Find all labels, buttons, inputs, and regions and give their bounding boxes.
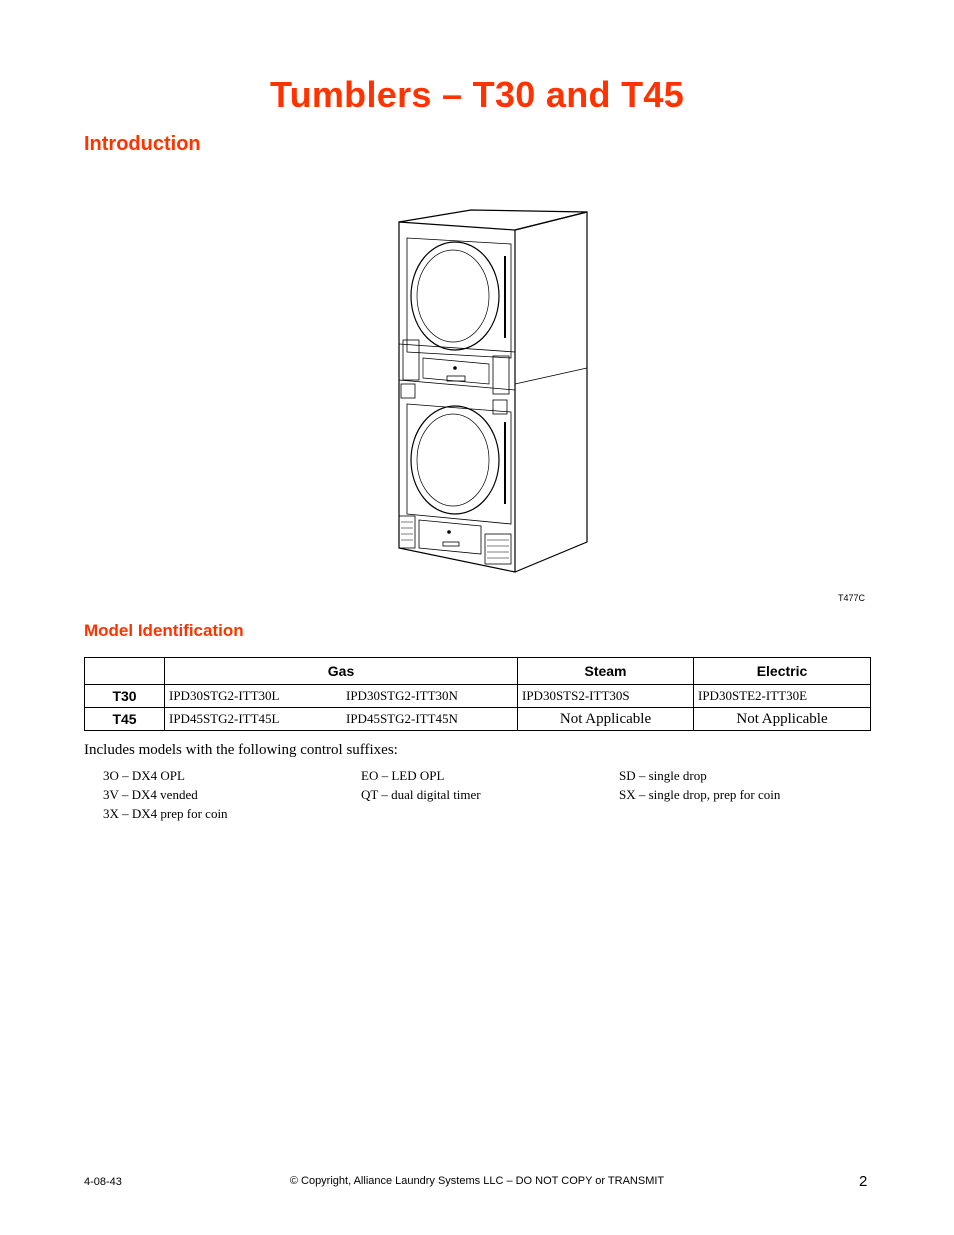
suffix-item: 3X – DX4 prep for coin (103, 806, 228, 821)
copyright-notice: © Copyright, Alliance Laundry Systems LLC – DO NOT COPY or TRANSMIT (289, 1175, 665, 1187)
table-header-row (85, 658, 871, 685)
table-header-electric: Electric (694, 658, 871, 685)
suffix-item: EO – LED OPL (361, 768, 445, 783)
suffix-column-3 (619, 766, 780, 804)
suffix-item: SX – single drop, prep for coin (619, 787, 781, 802)
table-header-blank (85, 658, 165, 685)
suffix-column-1 (103, 766, 228, 823)
suffix-column-2 (361, 766, 481, 804)
table-row (85, 685, 871, 708)
steam-cell: IPD30STS2-ITT30S (518, 685, 694, 708)
tumbler-illustration (393, 208, 593, 578)
figure-caption: T477C (838, 593, 866, 603)
table-row (85, 708, 871, 731)
suffix-item: SD – single drop (619, 768, 707, 783)
page-title: Tumblers – T30 and T45 (269, 74, 685, 115)
doc-number: 4-08-43 (84, 1176, 122, 1188)
gas-cell (165, 685, 518, 708)
electric-cell: IPD30STE2-ITT30E (694, 685, 871, 708)
steam-cell: Not Applicable (518, 708, 694, 731)
gas-model: IPD45STG2-ITT45L (169, 711, 280, 726)
section-heading-model-identification: Model Identification (84, 621, 244, 640)
row-label: T30 (85, 685, 165, 708)
electric-cell: Not Applicable (694, 708, 871, 731)
suffix-item: 3V – DX4 vended (103, 787, 198, 802)
gas-model: IPD30STG2-ITT30L (169, 688, 280, 703)
page-number: 2 (859, 1173, 868, 1190)
section-heading-introduction: Introduction (84, 133, 201, 155)
suffix-item: 3O – DX4 OPL (103, 768, 185, 783)
table-header-steam: Steam (518, 658, 694, 685)
suffix-note: Includes models with the following control suffixes: (84, 742, 398, 758)
model-table (84, 657, 871, 731)
gas-cell (165, 708, 518, 731)
gas-model: IPD30STG2-ITT30N (346, 688, 458, 703)
table-header-gas: Gas (165, 658, 518, 685)
gas-model: IPD45STG2-ITT45N (346, 711, 458, 726)
row-label: T45 (85, 708, 165, 731)
suffix-item: QT – dual digital timer (361, 787, 481, 802)
